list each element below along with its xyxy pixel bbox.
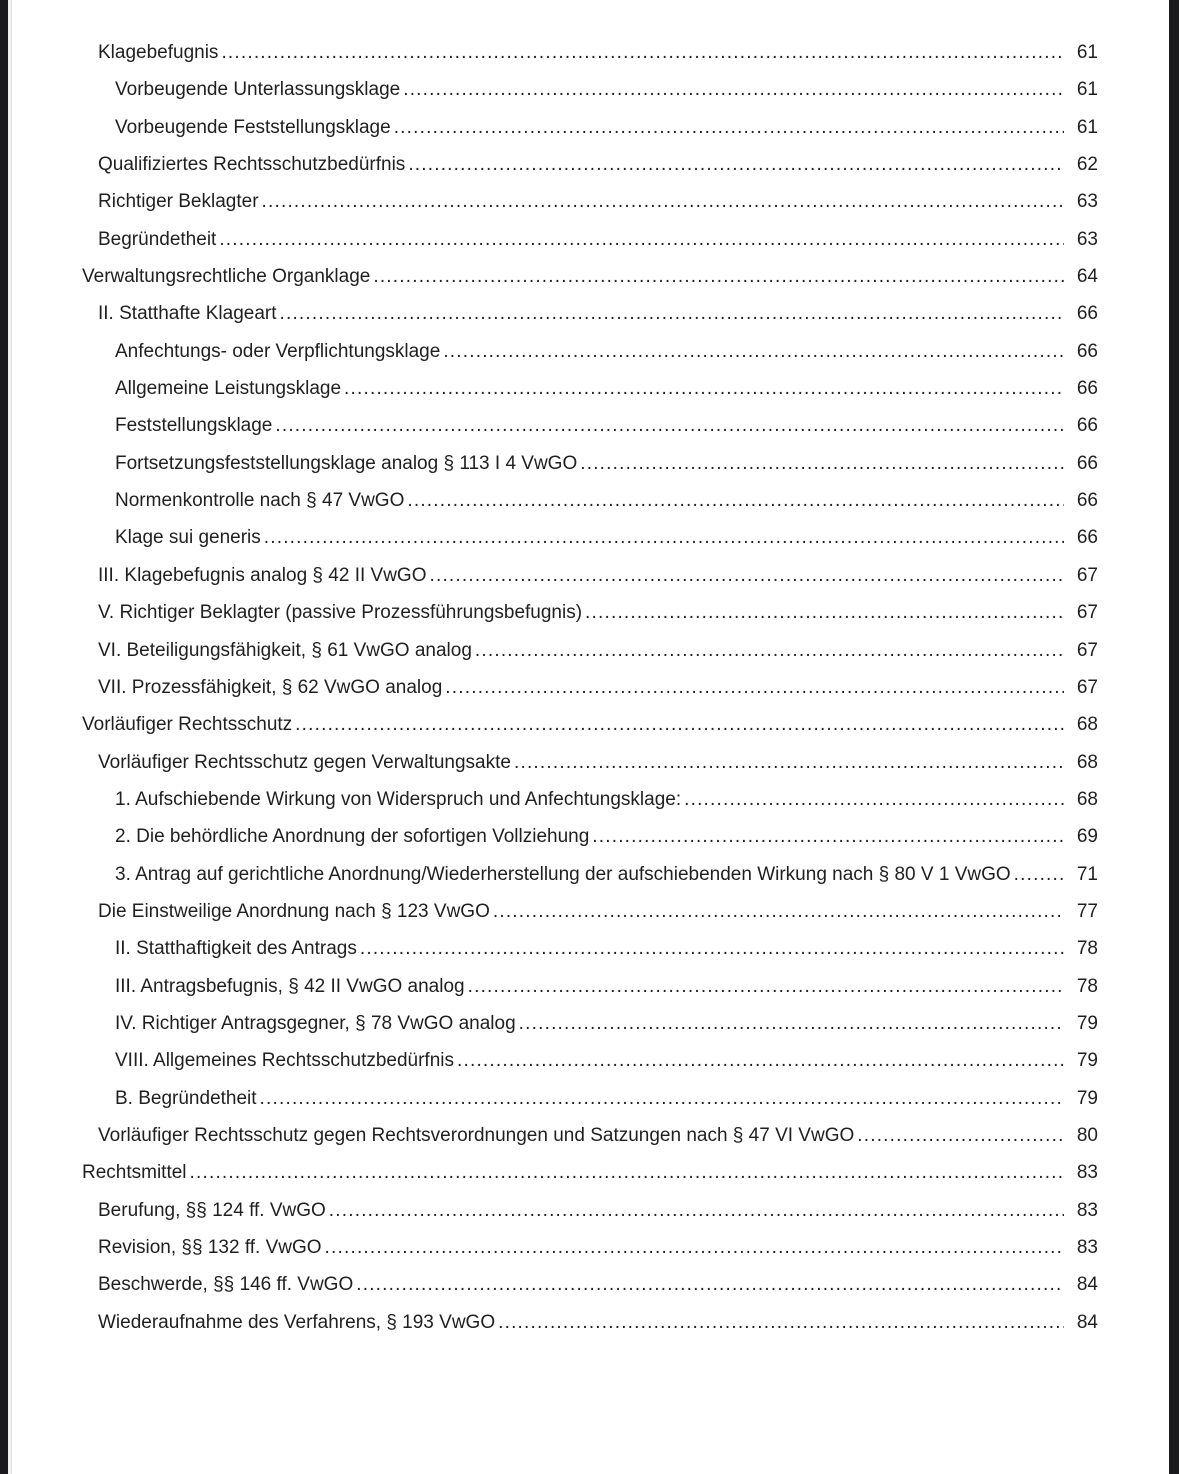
toc-entry [12,407,1169,444]
toc-entry [12,1304,1169,1341]
toc-leader-dots [514,744,1064,781]
toc-entry-label: Feststellungsklage [115,415,273,437]
toc-entry-label: II. Statthaftigkeit des Antrags [115,938,357,960]
toc-entry [12,594,1169,631]
toc-page-number: 66 [1076,340,1098,362]
toc-entry-label: Richtiger Beklagter [98,191,259,213]
toc-page-number: 67 [1076,564,1098,586]
toc-entry [12,183,1169,220]
viewer-left-edge [0,0,8,1474]
toc-entry [12,1266,1169,1303]
toc-page-number: 84 [1076,1311,1098,1333]
toc-entry-label: 1. Aufschiebende Wirkung von Widerspruch und Anfechtungsklage: [115,788,682,810]
toc-entry-label: III. Antragsbefugnis, § 42 II VwGO analog [115,975,465,997]
toc-entry-label: Berufung, §§ 124 ff. VwGO [98,1199,326,1221]
toc-entry-label: Vorbeugende Unterlassungsklage [115,79,401,101]
toc-entry [12,632,1169,669]
toc-entry-label: III. Klagebefugnis analog § 42 II VwGO [98,564,427,586]
toc-page-number: 66 [1076,527,1098,549]
toc-entry-label: Verwaltungsrechtliche Organklage [82,266,371,288]
toc-leader-dots [468,968,1064,1005]
toc-leader-dots [445,669,1064,706]
toc-entry [12,669,1169,706]
toc-leader-dots [356,1266,1064,1303]
toc-page-number: 83 [1076,1237,1098,1258]
toc-page-number: 77 [1076,900,1098,922]
toc-entry [12,519,1169,556]
toc-page-number: 84 [1076,1274,1098,1296]
toc-entry [12,445,1169,482]
toc-entry-label: Klage sui generis [115,527,261,549]
toc-entry-label: VII. Prozessfähigkeit, § 62 VwGO analog [98,676,443,698]
toc-entry [12,1154,1169,1191]
toc-entry-label: Klagebefugnis [98,42,219,63]
toc-leader-dots [857,1117,1064,1154]
toc-entry [12,1117,1169,1154]
toc-entry-label: Beschwerde, §§ 146 ff. VwGO [98,1274,354,1296]
toc-leader-dots [407,482,1064,519]
toc-entry [12,893,1169,930]
toc-page-number: 66 [1076,378,1098,400]
toc-entry-label: Qualifiziertes Rechtsschutzbedürfnis [98,154,406,176]
toc-entry [12,1005,1169,1042]
toc-leader-dots [295,706,1064,743]
toc-leader-dots [457,1042,1064,1079]
toc-leader-dots [373,258,1064,295]
toc-page-number: 79 [1076,1012,1098,1034]
toc-entry [12,146,1169,183]
toc-leader-dots [443,333,1064,370]
toc-page-number: 61 [1076,42,1098,63]
document-page [12,0,1169,1474]
toc-page-number: 63 [1076,228,1098,250]
toc-page-number: 68 [1076,788,1098,810]
toc-page-number: 83 [1076,1199,1098,1221]
toc-entry [12,930,1169,967]
toc-leader-dots [592,818,1064,855]
toc-page-number: 61 [1076,116,1098,138]
toc-leader-dots [684,781,1064,818]
toc-entry [12,221,1169,258]
toc-page-number: 62 [1076,154,1098,176]
toc-entry [12,1080,1169,1117]
toc-page-number: 67 [1076,639,1098,661]
toc-entry-label: 2. Die behördliche Anordnung der sofortigen Vollziehung [115,826,590,848]
toc-entry [12,34,1169,71]
toc-leader-dots [1014,856,1064,893]
toc-entry-label: V. Richtiger Beklagter (passive Prozessführungsbefugnis) [98,602,583,624]
toc-entry [12,706,1169,743]
toc-entry [12,482,1169,519]
toc-entry-label: Vorläufiger Rechtsschutz gegen Rechtsverordnungen und Satzungen nach § 47 VI VwGO [98,1124,855,1146]
toc-page-number: 71 [1076,863,1098,885]
toc-entry [12,370,1169,407]
toc-page-number: 61 [1076,79,1098,101]
toc-entry-label: Wiederaufnahme des Verfahrens, § 193 VwGO [98,1311,496,1333]
toc-leader-dots [260,1080,1064,1117]
toc-entry [12,1042,1169,1079]
toc-leader-dots [329,1192,1064,1229]
toc-entry-label: Rechtsmittel [82,1162,187,1184]
toc-entry [12,1229,1169,1266]
toc-entry-label: Vorläufiger Rechtsschutz gegen Verwaltungsakte [98,751,511,773]
toc-entry [12,856,1169,893]
toc-entry [12,333,1169,370]
toc-entry [12,295,1169,332]
toc-leader-dots [429,557,1064,594]
toc-page-number: 66 [1076,415,1098,437]
toc-leader-dots [219,221,1064,258]
toc-entry-label: VIII. Allgemeines Rechtsschutzbedürfnis [115,1050,455,1072]
toc-page-number: 67 [1076,602,1098,624]
toc-leader-dots [394,109,1064,146]
toc-leader-dots [475,632,1064,669]
toc-page-number: 64 [1076,266,1098,288]
toc-leader-dots [264,519,1064,556]
toc-leader-dots [221,34,1064,71]
toc-entry-label: Fortsetzungsfeststellungsklage analog § 113 I 4 VwGO [115,452,578,474]
toc-entry [12,1192,1169,1229]
toc-page-number: 68 [1076,714,1098,736]
toc-leader-dots [344,370,1064,407]
toc-leader-dots [580,445,1064,482]
toc-entry [12,781,1169,818]
toc-leader-dots [585,594,1064,631]
toc-page-number: 79 [1076,1087,1098,1109]
toc-entry [12,258,1169,295]
toc-page-number: 79 [1076,1050,1098,1072]
table-of-contents [12,0,1169,1341]
toc-entry [12,818,1169,855]
toc-entry-label: Normenkontrolle nach § 47 VwGO [115,490,405,512]
toc-page-number: 80 [1076,1124,1098,1146]
toc-leader-dots [325,1229,1064,1266]
toc-page-number: 78 [1076,938,1098,960]
toc-leader-dots [360,930,1064,967]
toc-entry [12,744,1169,781]
toc-entry [12,109,1169,146]
toc-page-number: 68 [1076,751,1098,773]
toc-leader-dots [275,407,1064,444]
toc-entry-label: Die Einstweilige Anordnung nach § 123 VwGO [98,900,490,922]
toc-leader-dots [280,295,1065,332]
toc-entry-label: 3. Antrag auf gerichtliche Anordnung/Wiederherstellung der aufschiebenden Wirkung nach § 80 V 1 VwGO [115,863,1011,885]
toc-entry-label: Vorläufiger Rechtsschutz [82,714,293,736]
toc-entry-label: IV. Richtiger Antragsgegner, § 78 VwGO analog [115,1012,516,1034]
toc-entry-label: Revision, §§ 132 ff. VwGO [98,1237,322,1258]
toc-page-number: 63 [1076,191,1098,213]
toc-leader-dots [519,1005,1064,1042]
toc-leader-dots [190,1154,1064,1191]
toc-entry [12,968,1169,1005]
toc-entry [12,557,1169,594]
toc-leader-dots [493,893,1064,930]
toc-leader-dots [498,1304,1064,1341]
viewer-right-edge [1169,0,1179,1474]
toc-entry-label: Vorbeugende Feststellungsklage [115,116,391,138]
toc-page-number: 83 [1076,1162,1098,1184]
toc-page-number: 66 [1076,452,1098,474]
toc-entry-label: II. Statthafte Klageart [98,303,277,325]
toc-page-number: 66 [1076,303,1098,325]
toc-leader-dots [408,146,1064,183]
toc-entry-label: VI. Beteiligungsfähigkeit, § 61 VwGO analog [98,639,472,661]
toc-page-number: 69 [1076,826,1098,848]
toc-page-number: 78 [1076,975,1098,997]
toc-page-number: 66 [1076,490,1098,512]
toc-leader-dots [262,183,1064,220]
toc-leader-dots [403,71,1064,108]
toc-entry-label: B. Begründetheit [115,1087,257,1109]
toc-entry-label: Allgemeine Leistungsklage [115,378,342,400]
toc-entry-label: Begründetheit [98,228,217,250]
toc-entry [12,71,1169,108]
toc-entry-label: Anfechtungs- oder Verpflichtungsklage [115,340,441,362]
toc-page-number: 67 [1076,676,1098,698]
